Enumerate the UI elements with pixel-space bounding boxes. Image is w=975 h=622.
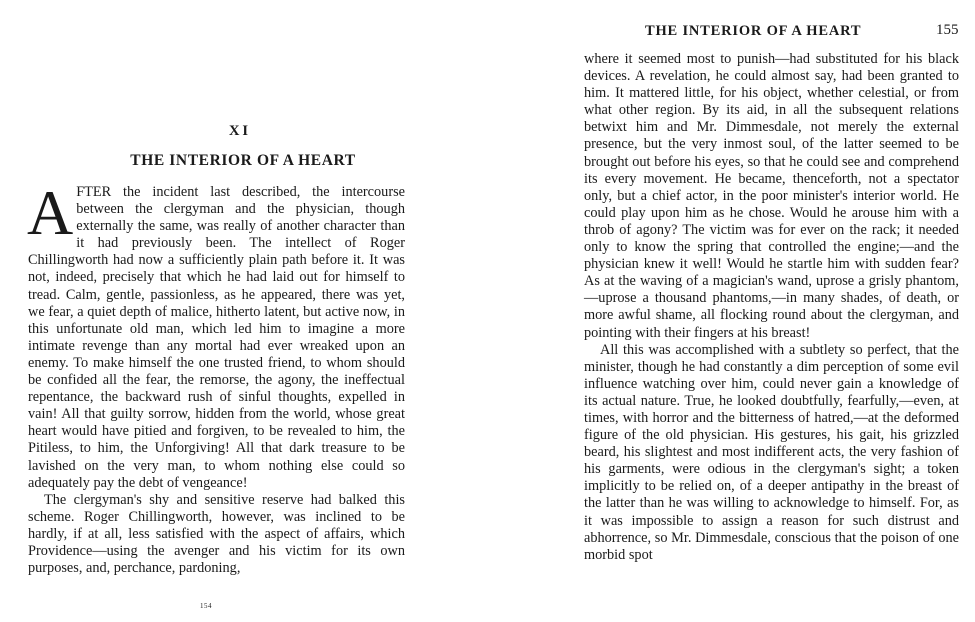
- chapter-number: XI: [228, 123, 252, 139]
- right-paragraph-1: where it seemed most to punish—had substituted for his black devices. A revelation, he could almost say, had been granted to him. It mattered little, for his object, whether celestial, or from what other region. By its aid, in all the subsequent relations betwixt him and Mr. Dimmesdale, not merely the external presence, but the very inmost soul, of the latter seemed to be brought out before his eyes, so that he could see and comprehend its every movement. He became, thenceforth, not a spectator only, but a chief actor, in the poor minister's interior world. He could play upon him as he chose. Would he arouse him with a throb of agony? The victim was for ever on the rack; it needed only to know the spring that controlled the engine;—and the physician knew it well! Would he startle him with sudden fear? As at the waving of a magician's wand, uprose a grisly phantom,—uprose a thousand phantoms,—in many shades, of death, or more awful shame, all flocking round about the clergyman, and pointing with their fingers at his breast!: [584, 51, 959, 341]
- running-head: THE INTERIOR OF A HEART: [645, 23, 862, 39]
- left-paragraph-1: [27, 177, 405, 492]
- left-paragraph-1-text: FTER the incident last described, the intercourse between the clergyman and the physician, though externally the same, was really of another character than it had previously been. The intellect of Roger Chillingworth had now a sufficiently plain path before it. It was not, indeed, precisely that which he had laid out for himself to tread. Calm, gentle, passionless, as he appeared, there was yet, we fear, a quiet depth of malice, hitherto latent, but active now, in this unfortunate old man, which led him to imagine a more intimate revenge than any mortal had ever wreaked upon an enemy. To make himself the one trusted friend, to whom should be confided all the fear, the remorse, the agony, the ineffectual repentance, the backward rush of sinful thoughts, expelled in vain! All that guilty sorrow, hidden from the world, whose great heart would have pitied and forgiven, to be revealed to him, the Pitiless, to him, the Unforgiving! All that dark treasure to be lavished on the very man, to whom nothing else could so adequately pay the debt of vengeance!: [28, 184, 405, 491]
- left-page-body: [27, 177, 405, 577]
- page-number-left: 154: [200, 602, 212, 610]
- right-paragraph-2: All this was accomplished with a subtlety so perfect, that the minister, though he had constantly a dim perception of some evil influence watching over him, could never gain a knowledge of its actual nature. True, he looked doubtfully, fearfully,—even, at times, with horror and the bitterness of hatred,—at the deformed figure of the old physician. His gestures, his gait, his grizzled beard, his slightest and most indifferent acts, the very fashion of his garments, were odious in the clergyman's sight; a token implicitly to be relied on, of a deeper antipathy in the breast of the latter than he was willing to acknowledge to himself. For, as it was impossible to assign a reason for such distrust and abhorrence, so Mr. Dimmesdale, conscious that the poison of one morbid spot: [584, 341, 959, 563]
- left-paragraph-2: The clergyman's shy and sensitive reserve had balked this scheme. Roger Chillingworth, however, was inclined to be hardly, if at all, less satisfied with the aspect of affairs, which Providence—using the avenger and his victim for its own purposes, and, perchance, pardoning,: [28, 491, 405, 577]
- right-page-body: [584, 51, 959, 564]
- right-page: [490, 0, 975, 622]
- drop-cap: A: [27, 177, 74, 248]
- chapter-title: THE INTERIOR OF A HEART: [130, 152, 356, 169]
- page-number-right: 155: [936, 22, 959, 38]
